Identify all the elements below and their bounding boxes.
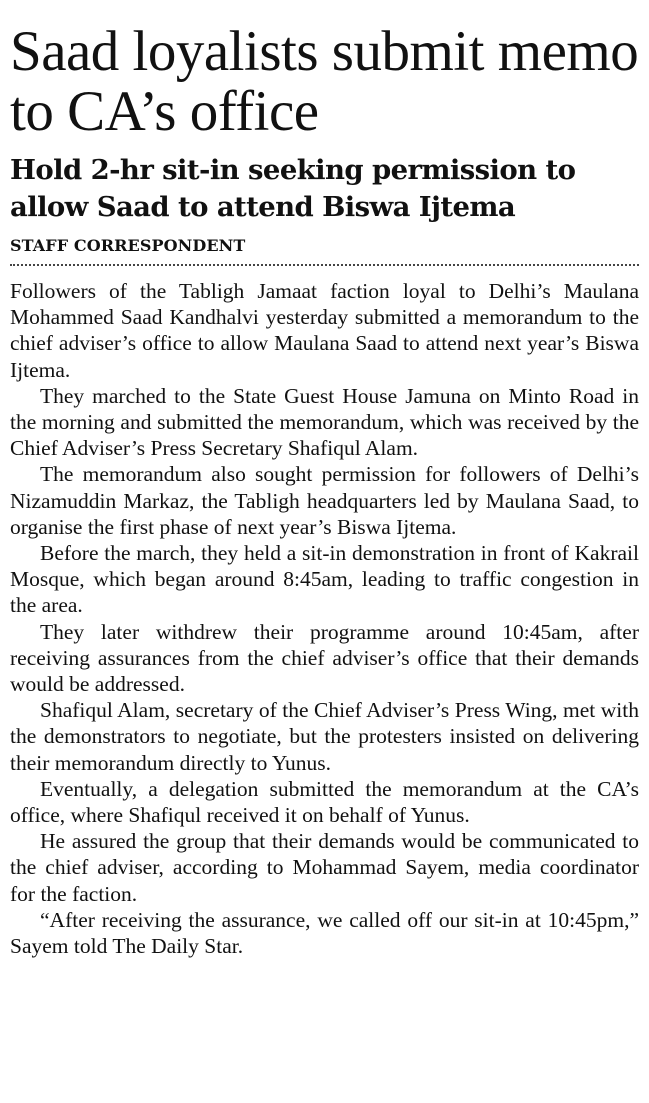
paragraph: “After receiving the assurance, we called off our sit-in at 10:45pm,” Sayem told The Daily Star. — [10, 907, 639, 959]
paragraph: Shafiqul Alam, secretary of the Chief Adviser’s Press Wing, met with the demonstrators to negotiate, but the protesters insisted on delivering their memorandum directly to Yunus. — [10, 698, 639, 775]
paragraph: They marched to the State Guest House Jamuna on Minto Road in the morning and submitted the memorandum, which was received by the Chief Adviser’s Press Secretary Shafiqul Alam. — [10, 383, 639, 461]
headline: Saad loyalists submit memo to CA’s office — [10, 20, 639, 143]
paragraph: Followers of the Tabligh Jamaat faction loyal to Delhi’s Maulana Mohammed Saad Kandhalvi yesterday submitted a memorandum to the chief adviser’s office to allow Maulana Saad to attend next year’s Biswa Ijtema. — [10, 279, 639, 382]
subheadline: Hold 2-hr sit-in seeking permission to allow Saad to attend Biswa Ijtema — [10, 154, 576, 223]
paragraph: They later withdrew their programme around 10:45am, after receiving assurances from the chief adviser’s office that their demands would be addressed. — [10, 619, 639, 697]
paragraph: Eventually, a delegation submitted the memorandum at the CA’s office, where Shafiqul received it on behalf of Yunus. — [10, 776, 639, 828]
byline: STAFF CORRESPONDENT — [10, 236, 639, 266]
paragraph: The memorandum also sought permission for followers of Delhi’s Nizamuddin Markaz, the Tabligh headquarters led by Maulana Saad, to organise the first phase of next year’s Biswa Ijtema. — [10, 462, 639, 539]
paragraph: He assured the group that their demands would be communicated to the chief adviser, according to Mohammad Sayem, media coordinator for the faction. — [10, 829, 639, 906]
paragraph: Before the march, they held a sit-in demonstration in front of Kakrail Mosque, which began around 8:45am, leading to traffic congestion in the area. — [10, 541, 639, 618]
article-body — [10, 278, 639, 959]
